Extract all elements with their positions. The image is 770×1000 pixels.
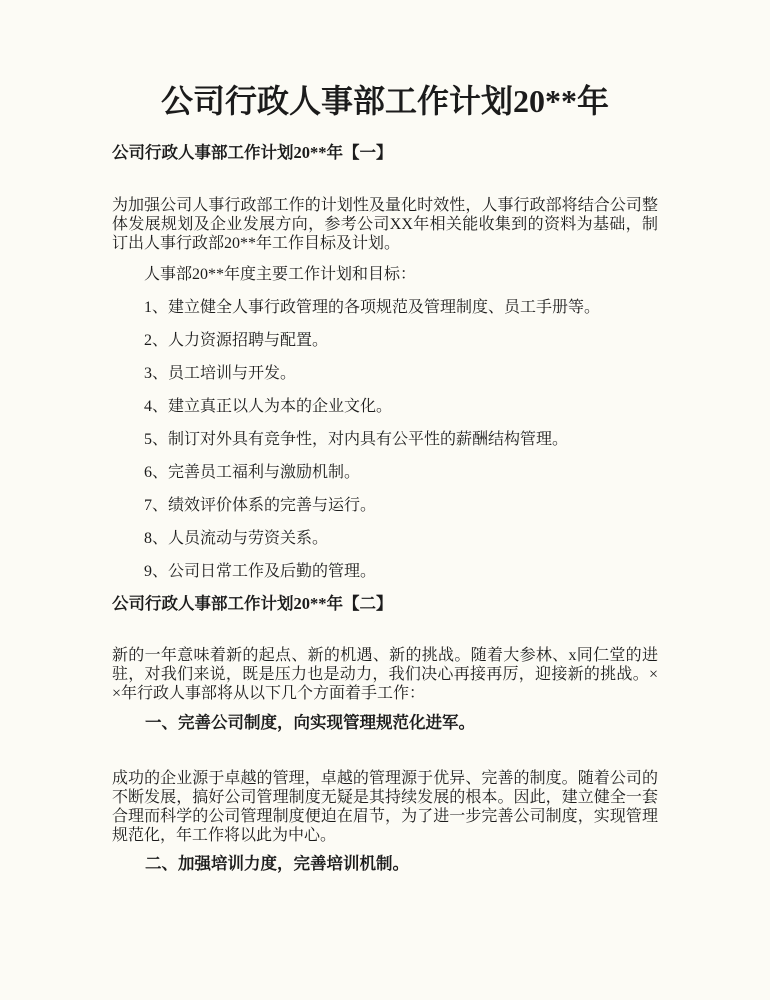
goal-item-8: 8、人员流动与劳资关系。 <box>144 530 329 547</box>
section2-intro-paragraph: 新的一年意味着新的起点、新的机遇、新的挑战。随着大参林、x同仁堂的进驻，对我们来说，既是压力也是动力，我们决心再接再厉，迎接新的挑战。××年行政人事部将从以下几个方面着手工作： <box>112 647 658 702</box>
goal-item-4: 4、建立真正以人为本的企业文化。 <box>144 398 393 415</box>
point2-heading: 二、加强培训力度，完善培训机制。 <box>145 854 409 873</box>
goal-item-7: 7、绩效评价体系的完善与运行。 <box>144 497 377 514</box>
goal-item-2: 2、人力资源招聘与配置。 <box>144 332 329 349</box>
goal-item-9: 9、公司日常工作及后勤的管理。 <box>144 563 377 580</box>
point1-paragraph: 成功的企业源于卓越的管理，卓越的管理源于优异、完善的制度。随着公司的不断发展，搞好公司管理制度无疑是其持续发展的根本。因此，建立健全一套合理而科学的公司管理制度便迫在眉节，为了进一步完善公司制度，实现管理规范化，年工作将以此为中心。 <box>112 770 658 844</box>
section1-intro-paragraph: 为加强公司人事行政部工作的计划性及量化时效性，人事行政部将结合公司整体发展规划及企业发展方向，参考公司XX年相关能收集到的资料为基础，制订出人事行政部20**年工作目标及计划。 <box>112 197 658 252</box>
goal-item-5: 5、制订对外具有竞争性，对内具有公平性的薪酬结构管理。 <box>144 431 569 448</box>
goal-item-1: 1、建立健全人事行政管理的各项规范及管理制度、员工手册等。 <box>144 299 601 316</box>
goal-item-6: 6、完善员工福利与激励机制。 <box>144 464 361 481</box>
section2-heading: 公司行政人事部工作计划20**年【二】 <box>112 594 393 613</box>
section1-heading: 公司行政人事部工作计划20**年【一】 <box>112 143 393 162</box>
document-title: 公司行政人事部工作计划20**年 <box>160 83 609 119</box>
point1-heading: 一、完善公司制度，向实现管理规范化进军。 <box>145 713 475 732</box>
goal-item-3: 3、员工培训与开发。 <box>144 365 297 382</box>
goals-lead-line: 人事部20**年度主要工作计划和目标： <box>144 266 417 283</box>
